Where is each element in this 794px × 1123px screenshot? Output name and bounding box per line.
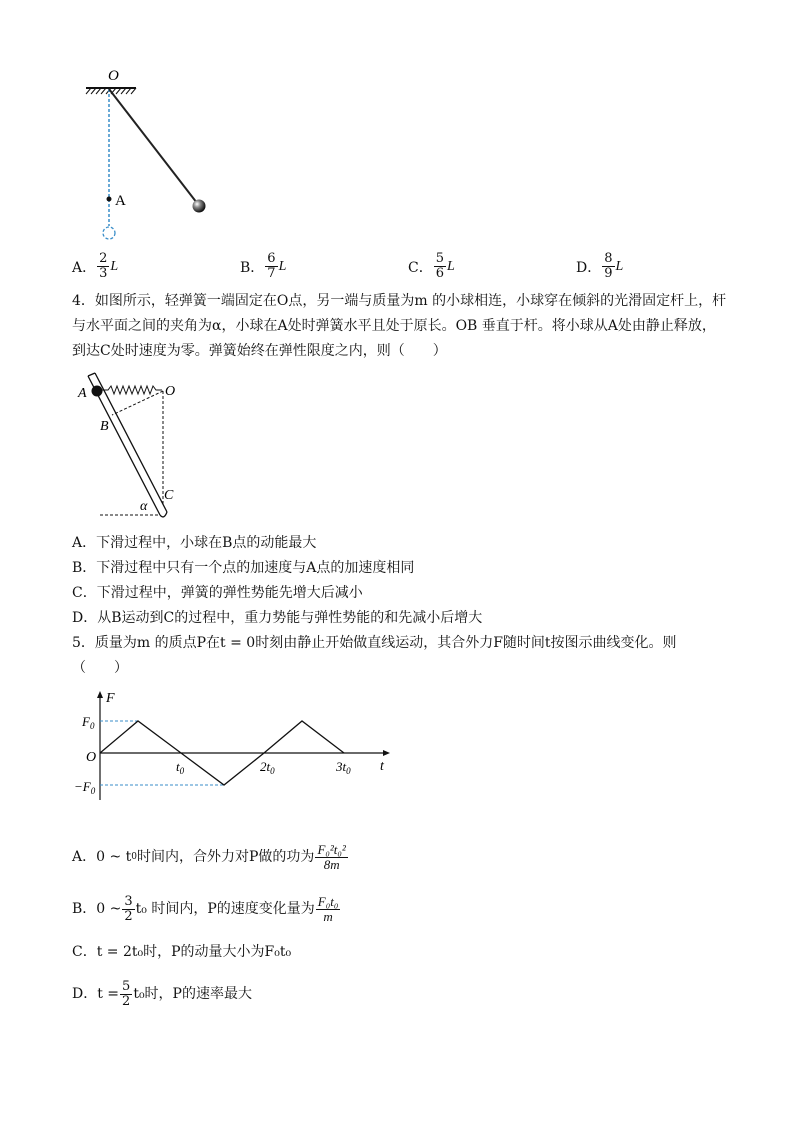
q4-line-1: 4．如图所示，轻弹簧一端固定在O点，另一端与质量为m 的小球相连，小球穿在倾斜的光滑固定杆上，杆: [72, 293, 727, 309]
label-A: A: [115, 193, 126, 209]
q3-option-c: C． $\frac{5}{6}$ L: [408, 251, 455, 281]
q3-option-a: A． $\frac{2}{3}$ L: [72, 251, 119, 281]
q3-b-den: 7: [267, 266, 276, 281]
q5-b-num: F₀t₀: [317, 894, 339, 909]
q4-line-2: 与水平面之间的夹角为α，小球在A处时弹簧水平且处于原长。OB 垂直于杆。将小球从A处由静止释放，: [72, 318, 716, 334]
label-A: A: [78, 386, 87, 401]
q4-option-b: B．下滑过程中只有一个点的加速度与A点的加速度相同: [72, 560, 415, 576]
label-O: O: [165, 384, 176, 399]
force-time-graph: [74, 688, 404, 803]
pendulum-figure: [78, 64, 228, 244]
label-F: F: [106, 691, 115, 706]
q4-option-a: A．下滑过程中，小球在B点的动能最大: [72, 535, 317, 551]
q3-c-den: 6: [435, 266, 444, 281]
q3-d-den: 9: [604, 266, 613, 281]
label-t: t: [380, 759, 384, 774]
f-axis-arrow: [97, 691, 103, 698]
label-O: O: [86, 750, 97, 765]
incline-figure: [74, 370, 194, 525]
q3-c-num: 5: [435, 251, 444, 266]
t-axis-arrow: [383, 750, 390, 756]
spring: [100, 386, 162, 394]
q5-b-den: m: [323, 909, 333, 924]
q4-option-c: C．下滑过程中，弹簧的弹性势能先增大后减小: [72, 585, 363, 601]
label-B: B: [100, 419, 109, 434]
tick-t0: $t_0$: [176, 759, 185, 776]
q3-option-d: D． $\frac{8}{9}$ L: [576, 251, 624, 281]
q3-d-num: 8: [604, 251, 613, 266]
q5-line-1: 5．质量为m 的质点P在t = 0时刻由静止开始做直线运动，其合外力F随时间t按图示曲线变化。则: [72, 635, 677, 651]
q3-a-den: 3: [99, 266, 108, 281]
q5-a-num: F₀²t₀²: [317, 842, 346, 857]
dashed-OB: [112, 391, 163, 415]
q5-line-2: （ ）: [72, 660, 128, 676]
ball-A: [92, 386, 103, 397]
label-C: C: [164, 488, 174, 503]
q3-options: [72, 252, 712, 282]
q5-option-d: D．t = $\frac{5}{2}$ t₀时，P的速率最大: [72, 979, 252, 1009]
ball: [193, 200, 206, 213]
q5-a-den: 8m: [323, 857, 340, 872]
dashed-ball: [103, 227, 115, 239]
rod-left: [88, 376, 160, 515]
q3-b-num: 6: [267, 251, 276, 266]
q4-line-3: 到达C处时速度为零。弹簧始终在弹性限度之内，则（ ）: [72, 343, 447, 359]
q5-option-b: B．0 ~ $\frac{3}{2}$ t₀ 时间内，P的速度变化量为 $\frac{\text{F₀t₀}}{m}$: [72, 894, 339, 924]
q3-a-num: 2: [99, 251, 108, 266]
label-negF0: $-F_0$: [74, 779, 96, 796]
q3-option-b: B． $\frac{6}{7}$ L: [240, 251, 287, 281]
tick-2t0: $2t_0$: [260, 759, 275, 776]
string: [109, 89, 197, 203]
tick-3t0: $3t_0$: [336, 759, 351, 776]
q5-option-a: A．0 ~ t 0 时间内，合外力对P做的功为 $\frac{\text{F₀²t₀²}}{8m}$: [72, 842, 346, 872]
label-O: O: [108, 68, 119, 84]
q5-option-c: C．t = 2t₀时，P的动量大小为F₀t₀: [72, 944, 292, 960]
q4-option-d: D．从B运动到C的过程中，重力势能与弹性势能的和先减小后增大: [72, 610, 483, 626]
label-F0: $F_0$: [82, 714, 95, 731]
label-alpha: α: [140, 499, 148, 514]
point-A: [107, 197, 112, 202]
